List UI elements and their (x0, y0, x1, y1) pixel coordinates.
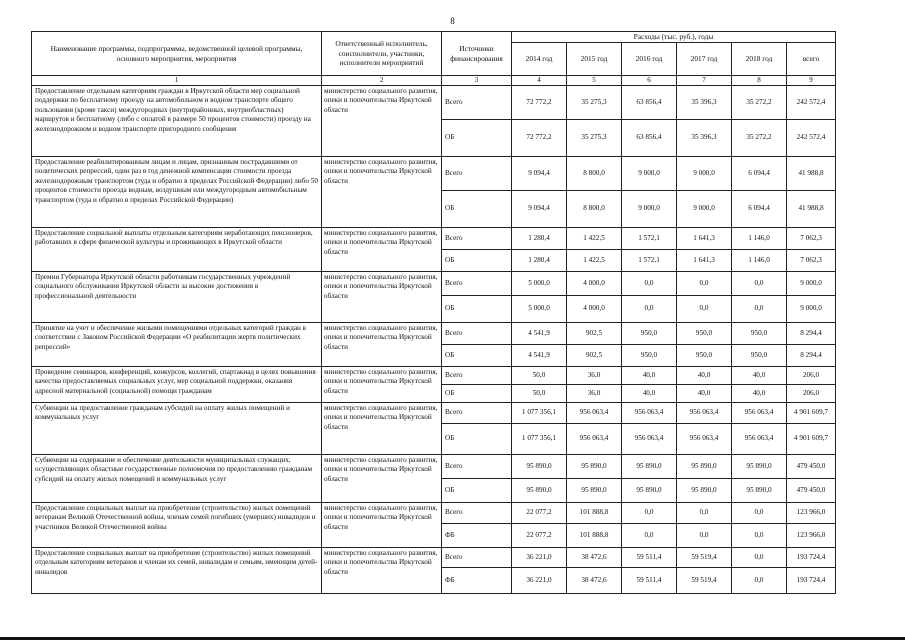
year-value-cell: 59 519,4 (677, 568, 732, 594)
year-value-cell: 95 890,0 (677, 455, 732, 479)
funding-source-cell: Всего (442, 228, 512, 250)
header-year-2016: 2016 год (622, 42, 677, 75)
program-name-cell: Субвенции на предоставление гражданам субсидий на оплату жилых помещений и коммунальных услуг (32, 403, 322, 455)
year-value-cell: 35 275,3 (567, 120, 622, 157)
year-value-cell: 1 422,5 (567, 228, 622, 250)
year-value-cell: 40,0 (677, 367, 732, 385)
table-body (32, 86, 836, 594)
year-value-cell: 1 641,3 (677, 228, 732, 250)
page-number: 8 (450, 16, 455, 26)
program-name-cell: Предоставление социальных выплат на приобретение (строительство) жилых помещений ветеранам Великой Отечественной войны, членам семей погибших (умерших) инвалидов и участников Великой Отечественной войны (32, 503, 322, 548)
funding-source-cell: Всего (442, 548, 512, 568)
funding-source-cell: Всего (442, 86, 512, 120)
year-value-cell: 72 772,2 (512, 120, 567, 157)
year-value-cell: 59 511,4 (622, 548, 677, 568)
year-value-cell: 950,0 (677, 323, 732, 345)
year-value-cell: 0,0 (622, 503, 677, 524)
program-name-cell: Субвенции на содержание и обеспечение деятельности муниципальных служащих, осуществляющих областные государственные полномочия по предоставлению гражданам субсидий на оплату жилых помещений и коммунальных услуг (32, 455, 322, 503)
year-value-cell: 4 541,9 (512, 323, 567, 345)
program-name-cell: Проведение семинаров, конференций, конкурсов, коллегий, спартакиад в целях повышения качества предоставляемых социальных услуг, мер социальной поддержки, оказания адресной материальной (социальной) помощи гражданам (32, 367, 322, 403)
year-value-cell: 95 890,0 (677, 479, 732, 503)
column-index: 9 (787, 76, 836, 86)
executor-cell: министерство социального развития, опеки и попечительства Иркутской области (322, 403, 442, 455)
header-expenses-group: Расходы (тыс. руб.), годы (512, 32, 836, 43)
executor-cell: министерство социального развития, опеки и попечительства Иркутской области (322, 367, 442, 403)
year-value-cell: 6 094,4 (732, 191, 787, 228)
year-value-cell: 40,0 (677, 385, 732, 403)
year-value-cell: 1 146,0 (732, 228, 787, 250)
funding-source-cell: ОБ (442, 385, 512, 403)
year-value-cell: 0,0 (732, 272, 787, 296)
header-total: всего (787, 42, 836, 75)
column-index: 8 (732, 76, 787, 86)
column-index: 3 (442, 76, 512, 86)
column-index: 2 (322, 76, 442, 86)
year-value-cell: 9 094,4 (512, 157, 567, 191)
year-value-cell: 0,0 (732, 296, 787, 323)
program-name-cell: Премии Губернатора Иркутской области работникам государственных учреждений социального обслуживания Иркутской области за высокие достижения в профессиональной деятельности (32, 272, 322, 323)
year-value-cell: 956 063,4 (677, 403, 732, 424)
year-value-cell: 36 221,0 (512, 548, 567, 568)
year-value-cell: 1 280,4 (512, 228, 567, 250)
total-value-cell: 41 988,8 (787, 191, 836, 228)
year-value-cell: 0,0 (732, 524, 787, 548)
year-value-cell: 950,0 (732, 323, 787, 345)
year-value-cell: 40,0 (622, 385, 677, 403)
year-value-cell: 956 063,4 (732, 403, 787, 424)
funding-source-cell: ОБ (442, 479, 512, 503)
year-value-cell: 9 000,0 (677, 157, 732, 191)
total-value-cell: 193 724,4 (787, 548, 836, 568)
year-value-cell: 0,0 (622, 272, 677, 296)
year-value-cell: 1 146,0 (732, 250, 787, 272)
year-value-cell: 0,0 (677, 524, 732, 548)
executor-cell: министерство социального развития, опеки и попечительства Иркутской области (322, 228, 442, 272)
funding-source-cell: ФБ (442, 524, 512, 548)
year-value-cell: 0,0 (622, 296, 677, 323)
year-value-cell: 0,0 (677, 296, 732, 323)
program-name-cell: Предоставление реабилитированным лицам и лицам, признанным пострадавшими от политических репрессий, один раз в год денежной компенсации стоимости проезда железнодорожным транспортом (туда и обратно в пределах Российской Федерации) либо 50 процентов стоимости проезда водным, воздушным или междугородным автомобильным транспортом (туда и обратно в пределах Российской Федерации) (32, 157, 322, 228)
column-index-row (32, 76, 836, 86)
year-value-cell: 95 890,0 (732, 479, 787, 503)
year-value-cell: 956 063,4 (677, 424, 732, 455)
year-value-cell: 1 077 356,1 (512, 403, 567, 424)
header-year-2014: 2014 год (512, 42, 567, 75)
funding-source-cell: ОБ (442, 424, 512, 455)
year-value-cell: 35 396,3 (677, 86, 732, 120)
year-value-cell: 95 890,0 (567, 479, 622, 503)
funding-source-cell: Всего (442, 157, 512, 191)
table-row (32, 272, 836, 296)
year-value-cell: 35 272,2 (732, 86, 787, 120)
table-row (32, 228, 836, 250)
expenses-table (31, 31, 836, 594)
year-value-cell: 6 094,4 (732, 157, 787, 191)
total-value-cell: 123 966,0 (787, 503, 836, 524)
year-value-cell: 63 856,4 (622, 86, 677, 120)
table-row (32, 503, 836, 524)
year-value-cell: 956 063,4 (567, 403, 622, 424)
year-value-cell: 38 472,6 (567, 548, 622, 568)
year-value-cell: 950,0 (622, 323, 677, 345)
total-value-cell: 9 000,0 (787, 296, 836, 323)
year-value-cell: 902,5 (567, 323, 622, 345)
total-value-cell: 242 572,4 (787, 86, 836, 120)
header-source-column: Источники финансирования (442, 32, 512, 76)
total-value-cell: 193 724,4 (787, 568, 836, 594)
total-value-cell: 4 901 609,7 (787, 403, 836, 424)
column-index: 7 (677, 76, 732, 86)
year-value-cell: 956 063,4 (732, 424, 787, 455)
year-value-cell: 1 422,5 (567, 250, 622, 272)
funding-source-cell: Всего (442, 455, 512, 479)
funding-source-cell: Всего (442, 367, 512, 385)
table-row (32, 548, 836, 568)
year-value-cell: 95 890,0 (512, 455, 567, 479)
year-value-cell: 956 063,4 (567, 424, 622, 455)
year-value-cell: 40,0 (732, 385, 787, 403)
year-value-cell: 35 396,3 (677, 120, 732, 157)
year-value-cell: 35 272,2 (732, 120, 787, 157)
year-value-cell: 8 800,0 (567, 157, 622, 191)
funding-source-cell: ОБ (442, 191, 512, 228)
year-value-cell: 950,0 (677, 345, 732, 367)
year-value-cell: 101 888,8 (567, 524, 622, 548)
executor-cell: министерство социального развития, опеки и попечительства Иркутской области (322, 323, 442, 367)
column-index: 1 (32, 76, 322, 86)
total-value-cell: 8 294,4 (787, 323, 836, 345)
total-value-cell: 7 062,3 (787, 228, 836, 250)
year-value-cell: 95 890,0 (567, 455, 622, 479)
year-value-cell: 956 063,4 (622, 403, 677, 424)
program-name-cell: Предоставление социальной выплаты отдельным категориям неработающих пенсионеров, работавших в сфере физической культуры и проживающих в Иркутской области (32, 228, 322, 272)
header-year-2017: 2017 год (677, 42, 732, 75)
funding-source-cell: ОБ (442, 345, 512, 367)
table-row (32, 367, 836, 385)
year-value-cell: 1 572,1 (622, 250, 677, 272)
funding-source-cell: Всего (442, 323, 512, 345)
year-value-cell: 956 063,4 (622, 424, 677, 455)
funding-source-cell: Всего (442, 272, 512, 296)
year-value-cell: 1 641,3 (677, 250, 732, 272)
year-value-cell: 1 280,4 (512, 250, 567, 272)
year-value-cell: 50,0 (512, 385, 567, 403)
total-value-cell: 123 966,0 (787, 524, 836, 548)
year-value-cell: 8 800,0 (567, 191, 622, 228)
year-value-cell: 9 094,4 (512, 191, 567, 228)
year-value-cell: 38 472,6 (567, 568, 622, 594)
executor-cell: министерство социального развития, опеки и попечительства Иркутской области (322, 272, 442, 323)
funding-source-cell: ОБ (442, 250, 512, 272)
year-value-cell: 36,0 (567, 385, 622, 403)
year-value-cell: 0,0 (677, 503, 732, 524)
table-row (32, 403, 836, 424)
year-value-cell: 950,0 (622, 345, 677, 367)
funding-source-cell: Всего (442, 503, 512, 524)
year-value-cell: 0,0 (732, 503, 787, 524)
year-value-cell: 59 511,4 (622, 568, 677, 594)
year-value-cell: 22 077,2 (512, 503, 567, 524)
year-value-cell: 0,0 (732, 548, 787, 568)
total-value-cell: 9 000,0 (787, 272, 836, 296)
year-value-cell: 22 077,2 (512, 524, 567, 548)
year-value-cell: 72 772,2 (512, 86, 567, 120)
column-index: 4 (512, 76, 567, 86)
year-value-cell: 40,0 (732, 367, 787, 385)
year-value-cell: 902,5 (567, 345, 622, 367)
executor-cell: министерство социального развития, опеки и попечительства Иркутской области (322, 548, 442, 594)
header-year-2018: 2018 год (732, 42, 787, 75)
year-value-cell: 95 890,0 (622, 479, 677, 503)
year-value-cell: 9 000,0 (677, 191, 732, 228)
year-value-cell: 950,0 (732, 345, 787, 367)
year-value-cell: 36,0 (567, 367, 622, 385)
year-value-cell: 9 000,0 (622, 191, 677, 228)
executor-cell: министерство социального развития, опеки и попечительства Иркутской области (322, 157, 442, 228)
total-value-cell: 242 572,4 (787, 120, 836, 157)
year-value-cell: 5 000,0 (512, 296, 567, 323)
year-value-cell: 95 890,0 (732, 455, 787, 479)
total-value-cell: 7 062,3 (787, 250, 836, 272)
funding-source-cell: ФБ (442, 568, 512, 594)
funding-source-cell: ОБ (442, 296, 512, 323)
total-value-cell: 479 450,0 (787, 479, 836, 503)
total-value-cell: 479 450,0 (787, 455, 836, 479)
year-value-cell: 36 221,0 (512, 568, 567, 594)
year-value-cell: 4 000,0 (567, 272, 622, 296)
year-value-cell: 95 890,0 (622, 455, 677, 479)
total-value-cell: 41 988,8 (787, 157, 836, 191)
year-value-cell: 5 000,0 (512, 272, 567, 296)
table-header (32, 32, 836, 86)
table-row (32, 157, 836, 191)
year-value-cell: 0,0 (732, 568, 787, 594)
year-value-cell: 1 572,1 (622, 228, 677, 250)
executor-cell: министерство социального развития, опеки и попечительства Иркутской области (322, 455, 442, 503)
header-name-column: Наименование программы, подпрограммы, ведомственной целевой программы, основного мероприятия, мероприятия (32, 32, 322, 76)
program-name-cell: Предоставление социальных выплат на приобретение (строительство) жилых помещений отдельным категориям ветеранов и членам их семей, инвалидам и семьям, имеющим детей-инвалидов (32, 548, 322, 594)
year-value-cell: 50,0 (512, 367, 567, 385)
year-value-cell: 63 856,4 (622, 120, 677, 157)
year-value-cell: 0,0 (677, 272, 732, 296)
executor-cell: министерство социального развития, опеки и попечительства Иркутской области (322, 503, 442, 548)
year-value-cell: 0,0 (622, 524, 677, 548)
year-value-cell: 95 890,0 (512, 479, 567, 503)
year-value-cell: 4 541,9 (512, 345, 567, 367)
year-value-cell: 101 888,8 (567, 503, 622, 524)
year-value-cell: 59 519,4 (677, 548, 732, 568)
funding-source-cell: ОБ (442, 120, 512, 157)
table-row (32, 86, 836, 120)
total-value-cell: 4 901 609,7 (787, 424, 836, 455)
year-value-cell: 1 077 356,1 (512, 424, 567, 455)
header-year-2015: 2015 год (567, 42, 622, 75)
total-value-cell: 206,0 (787, 385, 836, 403)
total-value-cell: 8 294,4 (787, 345, 836, 367)
table-row (32, 323, 836, 345)
year-value-cell: 4 000,0 (567, 296, 622, 323)
year-value-cell: 35 275,3 (567, 86, 622, 120)
header-executor-column: Ответственный исполнитель, соисполнители, участники, исполнители мероприятий (322, 32, 442, 76)
program-name-cell: Принятие на учет и обеспечение жилыми помещениями отдельных категорий граждан в соответствии с Законом Российской Федерации «О реабилитации жертв политических репрессий» (32, 323, 322, 367)
funding-source-cell: Всего (442, 403, 512, 424)
table-row (32, 455, 836, 479)
program-name-cell: Предоставление отдельным категориям граждан в Иркутской области мер социальной поддержки по бесплатному проезду на автомобильном и водном транспорте общего пользования (кроме такси) междугородных (внутрирайонных, внутриобластных) маршрутов и бесплатному (либо с оплатой в размере 50 процентов стоимости) проезду на железнодорожном и водном транспорте пригородного сообщения (32, 86, 322, 157)
column-index: 6 (622, 76, 677, 86)
year-value-cell: 9 000,0 (622, 157, 677, 191)
column-index: 5 (567, 76, 622, 86)
total-value-cell: 206,0 (787, 367, 836, 385)
year-value-cell: 40,0 (622, 367, 677, 385)
executor-cell: министерство социального развития, опеки и попечительства Иркутской области (322, 86, 442, 157)
